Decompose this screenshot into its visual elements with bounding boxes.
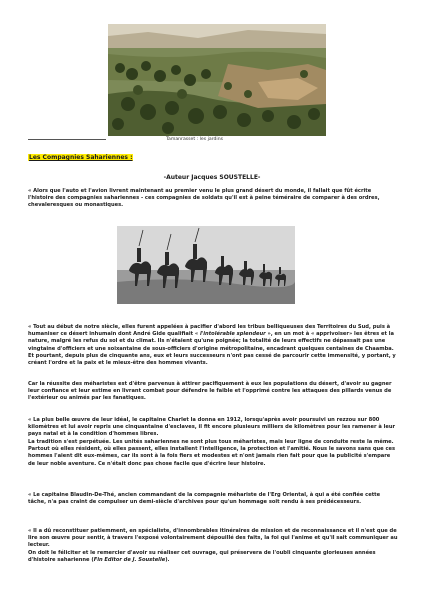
meharistes-photo (117, 226, 295, 304)
section-title: Les Compagnies Sahariennes : (29, 154, 133, 161)
photo-caption: Tamanrasset : les jardins (166, 137, 223, 142)
paragraph-8 (28, 550, 398, 564)
paragraph-6: « Le capitaine Blaudin-De-Thé, ancien commandant de la compagnie méhariste de l'Erg Oriental, à qui a été confiée cette tâche, n'a pas craint de compulser un demi-siècle d'archives pour qu'un hommage soit rendu à ses prédécesseurs. (28, 492, 381, 506)
paragraph-2-text-b: », en un mot à « apprivoiser» les êtres et la nature, malgré les refus du sol et du climat. Ils n'étaient qu'une poignée; la totalité de leurs effectifs ne dépassait pas une vingtaine d'officiers et une soixantaine de sous-officiers d'origine métropolitaine, encadrant quelques centaines de Chaamba. Et pourtant, depuis plus de cinquante ans, eux et leurs successeurs n'ont pas cessé de parcourir cette immensité, y portant, y créant l'ordre et la paix et le mieux-être des hommes vivants. (28, 331, 396, 367)
author-line: -Auteur Jacques SOUSTELLE- (163, 174, 261, 181)
paragraph-1: « Alors que l'auto et l'avion livrent maintenant au premier venu le plus grand désert du monde, il fallait que fût écrite l'histoire des compagnies sahariennes - ces compagnies de soldats qu'il est à peine téméraire de comparer à des ordres, chevaleresques ou monastiques. (28, 188, 380, 209)
paragraph-2-text-a: « Tout au début de notre siècle, elles furent appelées à pacifier d'abord les tribus belliqueuses des Territoires du Sud, puis à humaniser ce désert inhumain dont André Gide qualifiait « (28, 324, 391, 338)
paragraph-8-italic: Fin Editor de J. Soustelle (93, 557, 166, 564)
meharistes-photo-image (117, 226, 295, 304)
paragraph-8-text-a: On doit le féliciter et le remercier d'avoir su réaliser cet ouvrage, qui préservera de l'oubli cinquante glorieuses années d'histoire saharienne ( (28, 550, 376, 564)
paragraph-8-text-b: ). (165, 557, 170, 564)
gardens-photo-image (108, 24, 326, 136)
paragraph-2 (28, 324, 398, 367)
caption-rule (28, 139, 106, 140)
paragraph-3: Car la réussite des méharistes est d'être parvenus à attirer pacifiquement à eux les populations du désert, d'avoir su gagner leur confiance et leur estime en livrant combat pour défendre le faible et l'opprimé contre les attaques des pillards venus de l'extérieur ou animés par les fanatiques. (28, 381, 392, 402)
paragraph-7: « Il a dû reconstituer patiemment, en spécialiste, d'innombrables itinéraires de mission et de reconnaissance et il n'est que de lire son œuvre pour sentir, à travers l'exposé volontairement dépouillé des faits, la foi qui l'anime et qu'il sait communiquer au lecteur. (28, 528, 398, 549)
paragraph-2-italic: l'intolérable splendeur (199, 331, 266, 338)
paragraph-5: La tradition s'est perpétuée. Les unités sahariennes ne sont plus tous méharistes, mais leur ligne de conduite reste la même. Partout où elles résident, où elles passent, elles installent l'intelligence, la protection et l'amitié. Nous le savons sans que ces hommes l'aient dit eux-mêmes, car ils sont à la fois fiers et modestes et n'ont jamais rien fait pour que la publicité s'empare de leur noble aventure. Ce n'était donc pas chose facile que d'écrire leur histoire. (28, 439, 396, 467)
paragraph-4: « La plus belle œuvre de leur idéal, le capitaine Charlet la donna en 1912, lorsqu'après avoir poursuivi un rezzou sur 800 kilomètres et lui avoir repris une cinquantaine d'esclaves, il fit encore plusieurs milliers de kilomètres pour les ramener à leur pays natal et à la condition d'hommes libres. (28, 417, 396, 438)
tamanrasset-gardens-photo (108, 24, 326, 136)
